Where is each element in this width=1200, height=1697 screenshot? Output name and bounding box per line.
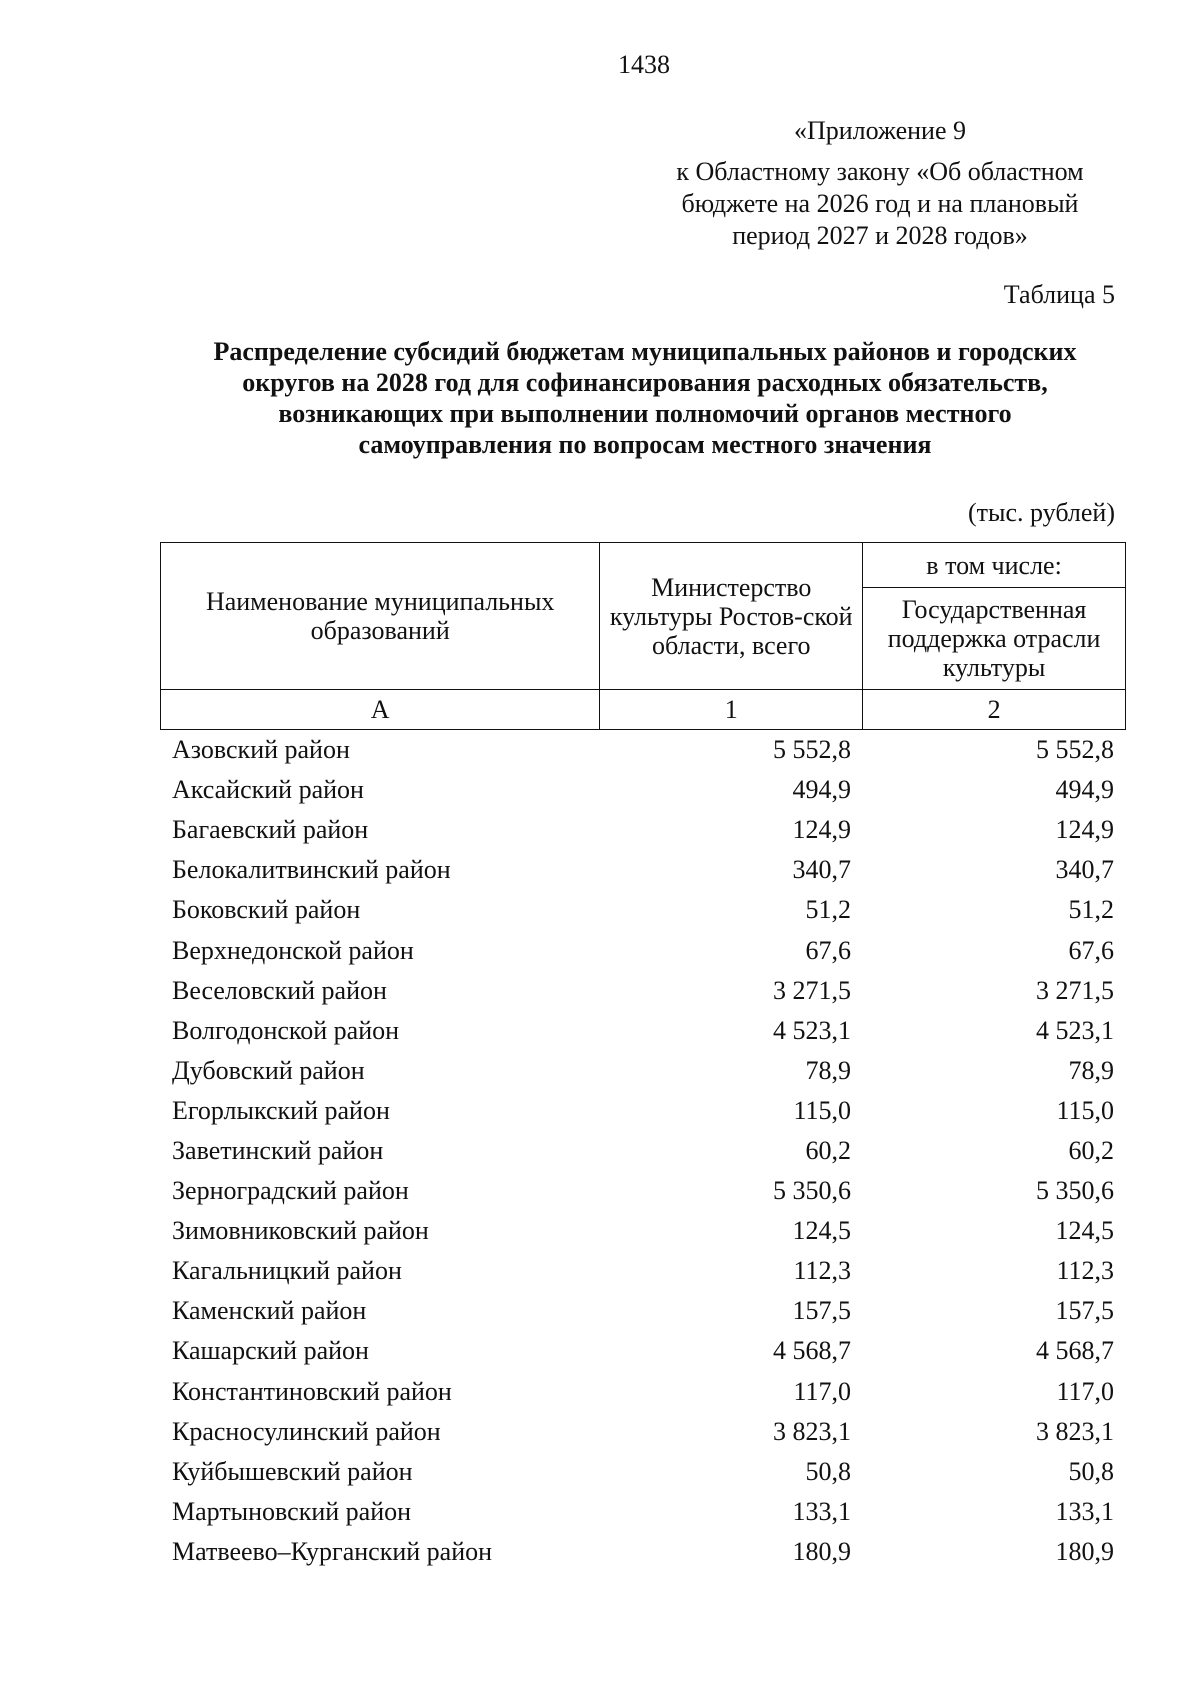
row-support-cell: 5 552,8 bbox=[1036, 735, 1114, 765]
table-row bbox=[160, 1171, 1126, 1211]
heading-line: Распределение субсидий бюджетам муниципальных районов и городских bbox=[213, 337, 1077, 366]
row-total-cell: 494,9 bbox=[792, 775, 851, 805]
column-code-cell: 1 bbox=[600, 690, 863, 730]
row-total-cell: 180,9 bbox=[792, 1536, 851, 1566]
row-total-cell: 4 523,1 bbox=[773, 1015, 851, 1045]
table-row bbox=[160, 850, 1126, 890]
row-name-cell: Боковский район bbox=[172, 895, 361, 925]
row-name-cell: Кагальницкий район bbox=[172, 1256, 402, 1286]
row-total-cell: 3 271,5 bbox=[773, 975, 851, 1005]
table-header bbox=[160, 542, 1126, 730]
row-total-cell: 3 823,1 bbox=[773, 1416, 851, 1446]
table-row bbox=[160, 1051, 1126, 1091]
table-row bbox=[160, 1331, 1126, 1371]
column-code-cell: А bbox=[161, 690, 600, 730]
row-support-cell: 3 823,1 bbox=[1036, 1416, 1114, 1446]
row-total-cell: 124,5 bbox=[792, 1216, 851, 1246]
row-name-cell: Багаевский район bbox=[172, 815, 369, 845]
row-name-cell: Константиновский район bbox=[172, 1376, 452, 1406]
column-code-cell: 2 bbox=[863, 690, 1126, 730]
row-name-cell: Каменский район bbox=[172, 1296, 367, 1326]
table-row bbox=[160, 1091, 1126, 1131]
row-total-cell: 5 552,8 bbox=[773, 735, 851, 765]
table-row bbox=[160, 1211, 1126, 1251]
row-support-cell: 494,9 bbox=[1055, 775, 1114, 805]
row-name-cell: Верхнедонской район bbox=[172, 935, 414, 965]
appendix-title: «Приложение 9 bbox=[793, 116, 967, 145]
row-name-cell: Азовский район bbox=[172, 735, 350, 765]
row-support-cell: 180,9 bbox=[1055, 1536, 1114, 1566]
appendix-line: к Областному закону «Об областном bbox=[676, 157, 1084, 186]
row-support-cell: 4 523,1 bbox=[1036, 1015, 1114, 1045]
row-support-cell: 60,2 bbox=[1068, 1135, 1114, 1165]
row-support-cell: 4 568,7 bbox=[1036, 1336, 1114, 1366]
appendix-line: период 2027 и 2028 годов» bbox=[732, 221, 1028, 250]
row-name-cell: Мартыновский район bbox=[172, 1496, 412, 1526]
row-name-cell: Аксайский район bbox=[172, 775, 364, 805]
table-row bbox=[160, 1372, 1126, 1412]
row-total-cell: 117,0 bbox=[793, 1376, 851, 1406]
units-label: (тыс. рублей) bbox=[967, 498, 1115, 527]
table-label: Таблица 5 bbox=[1003, 280, 1115, 309]
row-support-cell: 117,0 bbox=[1056, 1376, 1114, 1406]
row-support-cell: 133,1 bbox=[1055, 1496, 1114, 1526]
row-name-cell: Куйбышевский район bbox=[172, 1456, 413, 1486]
row-support-cell: 3 271,5 bbox=[1036, 975, 1114, 1005]
appendix-block bbox=[650, 115, 1110, 252]
row-name-cell: Матвеево–Курганский район bbox=[172, 1536, 493, 1566]
appendix-line: бюджете на 2026 год и на плановый bbox=[681, 189, 1079, 218]
table-row bbox=[160, 730, 1126, 770]
row-total-cell: 115,0 bbox=[793, 1095, 851, 1125]
row-total-cell: 50,8 bbox=[805, 1456, 851, 1486]
row-name-cell: Егорлыкский район bbox=[172, 1095, 390, 1125]
table-row bbox=[160, 1291, 1126, 1331]
table-body bbox=[160, 730, 1126, 1572]
row-support-cell: 78,9 bbox=[1068, 1055, 1114, 1085]
row-name-cell: Веселовский район bbox=[172, 975, 387, 1005]
row-name-cell: Заветинский район bbox=[172, 1135, 384, 1165]
table-row bbox=[160, 1131, 1126, 1171]
row-total-cell: 60,2 bbox=[805, 1135, 851, 1165]
header-ministry-cell: Министерство культуры Ростов-ской области, всего bbox=[600, 543, 863, 690]
page-number: 1438 bbox=[618, 50, 670, 79]
row-total-cell: 133,1 bbox=[792, 1496, 851, 1526]
table-row bbox=[160, 971, 1126, 1011]
row-support-cell: 115,0 bbox=[1056, 1095, 1114, 1125]
table-row bbox=[160, 890, 1126, 930]
document-heading bbox=[150, 336, 1140, 460]
table-row bbox=[160, 930, 1126, 970]
row-total-cell: 4 568,7 bbox=[773, 1336, 851, 1366]
row-support-cell: 51,2 bbox=[1068, 895, 1114, 925]
row-support-cell: 124,9 bbox=[1055, 815, 1114, 845]
row-support-cell: 67,6 bbox=[1068, 935, 1114, 965]
row-support-cell: 157,5 bbox=[1055, 1296, 1114, 1326]
table-row bbox=[160, 1492, 1126, 1532]
row-name-cell: Волгодонской район bbox=[172, 1015, 400, 1045]
row-name-cell: Кашарский район bbox=[172, 1336, 369, 1366]
row-support-cell: 124,5 bbox=[1055, 1216, 1114, 1246]
header-including-cell: в том числе: bbox=[863, 543, 1126, 588]
row-total-cell: 340,7 bbox=[792, 855, 851, 885]
table-row bbox=[160, 1412, 1126, 1452]
row-name-cell: Красносулинский район bbox=[172, 1416, 441, 1446]
table-row bbox=[160, 1452, 1126, 1492]
row-total-cell: 67,6 bbox=[805, 935, 851, 965]
row-name-cell: Зерноградский район bbox=[172, 1176, 409, 1206]
row-total-cell: 51,2 bbox=[805, 895, 851, 925]
row-total-cell: 112,3 bbox=[793, 1256, 851, 1286]
row-support-cell: 340,7 bbox=[1055, 855, 1114, 885]
heading-line: самоуправления по вопросам местного значения bbox=[358, 430, 932, 459]
table-row bbox=[160, 1251, 1126, 1291]
header-name-cell: Наименование муниципальных образований bbox=[161, 543, 600, 690]
heading-line: округов на 2028 год для софинансирования расходных обязательств, bbox=[242, 368, 1048, 397]
row-name-cell: Белокалитвинский район bbox=[172, 855, 451, 885]
row-name-cell: Зимовниковский район bbox=[172, 1216, 429, 1246]
row-total-cell: 157,5 bbox=[792, 1296, 851, 1326]
row-total-cell: 5 350,6 bbox=[773, 1176, 851, 1206]
table-row bbox=[160, 1532, 1126, 1572]
row-support-cell: 50,8 bbox=[1068, 1456, 1114, 1486]
row-total-cell: 124,9 bbox=[792, 815, 851, 845]
table-row bbox=[160, 770, 1126, 810]
heading-line: возникающих при выполнении полномочий органов местного bbox=[278, 399, 1012, 428]
table-row bbox=[160, 810, 1126, 850]
header-support-cell: Государственная поддержка отрасли культуры bbox=[863, 588, 1126, 690]
row-support-cell: 5 350,6 bbox=[1036, 1176, 1114, 1206]
row-support-cell: 112,3 bbox=[1056, 1256, 1114, 1286]
table-row bbox=[160, 1011, 1126, 1051]
row-total-cell: 78,9 bbox=[805, 1055, 851, 1085]
row-name-cell: Дубовский район bbox=[172, 1055, 365, 1085]
